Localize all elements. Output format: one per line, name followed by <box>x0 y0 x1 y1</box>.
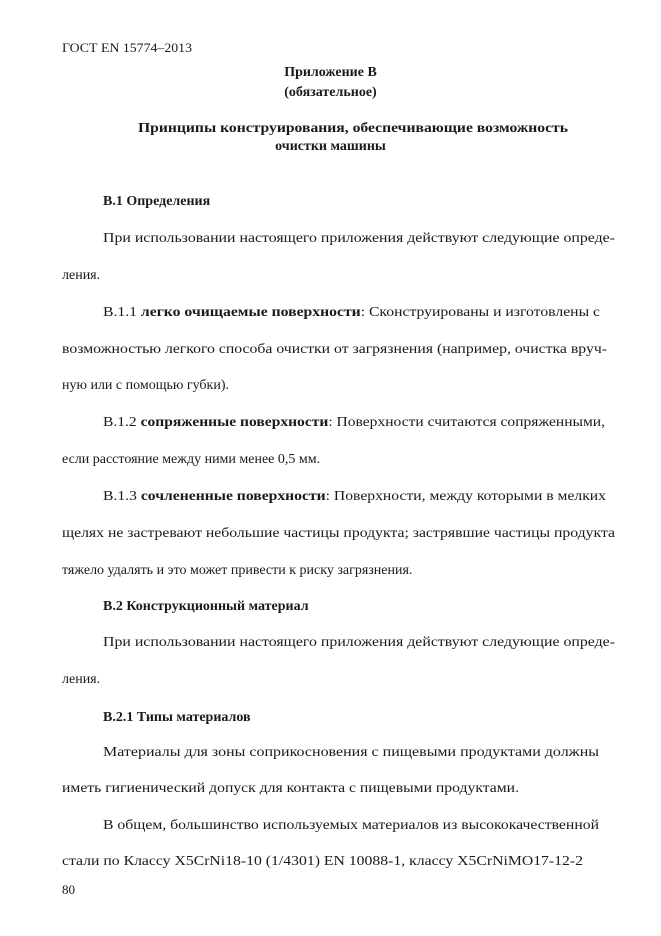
definition-b11 <box>103 304 600 322</box>
line-text: возможностью легкого способа очистки от загрязнения (например, очистка вруч- <box>62 342 607 357</box>
paragraph-line <box>62 341 607 359</box>
definition-text: : Сконструированы и изготовлены с <box>360 305 600 320</box>
line-text: При использовании настоящего приложения действуют следующие опреде- <box>103 635 615 650</box>
appendix-title: Приложение В <box>284 65 377 80</box>
appendix-heading-line2: очистки машины <box>275 139 386 154</box>
definition-line <box>103 414 605 432</box>
paragraph-line: если расстояние между ними менее 0,5 мм. <box>62 452 321 467</box>
line-text: В общем, большинство используемых материалов из высококачественной <box>103 818 599 833</box>
document-header <box>62 39 192 57</box>
definition-b13 <box>103 488 606 506</box>
definition-term: сопряженные поверхности <box>140 415 329 430</box>
definition-term: легко очищаемые поверхности <box>140 305 361 320</box>
line-text: При использовании настоящего приложения действуют следующие опреде- <box>103 231 615 246</box>
paragraph-line <box>62 853 583 871</box>
definition-term: сочлененные поверхности <box>140 489 326 504</box>
appendix-status: (обязательное) <box>284 85 377 100</box>
paragraph-line <box>103 634 615 652</box>
paragraph-line: тяжело удалять и это может привести к риску загрязнения. <box>62 563 413 578</box>
definition-number: В.1.2 <box>103 415 141 430</box>
paragraph-line <box>62 525 615 543</box>
paragraph-line: ления. <box>62 672 101 687</box>
definition-line <box>103 304 600 322</box>
header-text: ГОСТ EN 15774–2013 <box>62 40 192 55</box>
line-text: иметь гигиенический допуск для контакта с пищевыми продуктами. <box>62 781 519 796</box>
definition-line <box>103 488 606 506</box>
definition-text: : Поверхности, между которыми в мелких <box>325 489 606 504</box>
paragraph-line <box>62 780 519 798</box>
line-text: Материалы для зоны соприкосновения с пищевыми продуктами должны <box>103 745 599 760</box>
paragraph-line: ную или с помощью губки). <box>62 378 229 393</box>
line-text: щелях не застревают небольшие частицы продукта; застрявшие частицы продукта <box>62 526 615 541</box>
paragraph-line <box>103 230 615 248</box>
definition-b12 <box>103 414 605 432</box>
heading-line1-text: Принципы конструирования, обеспечивающие возможность <box>138 121 569 136</box>
section-b2-title: В.2 Конструкционный материал <box>103 599 309 614</box>
page-number: 80 <box>62 882 75 897</box>
paragraph-line: ления. <box>62 268 101 283</box>
section-b21-title: В.2.1 Типы материалов <box>103 710 251 725</box>
paragraph-line <box>103 817 599 835</box>
appendix-heading-line1 <box>0 120 661 138</box>
definition-text: : Поверхности считаются сопряженными, <box>328 415 605 430</box>
line-text: стали по Классу X5CrNi18-10 (1/4301) EN 10088-1, классу X5CrNiMO17-12-2 <box>62 854 583 869</box>
paragraph-line <box>103 744 599 762</box>
definition-number: В.1.1 <box>103 305 141 320</box>
section-b1-title: В.1 Определения <box>103 194 211 209</box>
definition-number: В.1.3 <box>103 489 141 504</box>
